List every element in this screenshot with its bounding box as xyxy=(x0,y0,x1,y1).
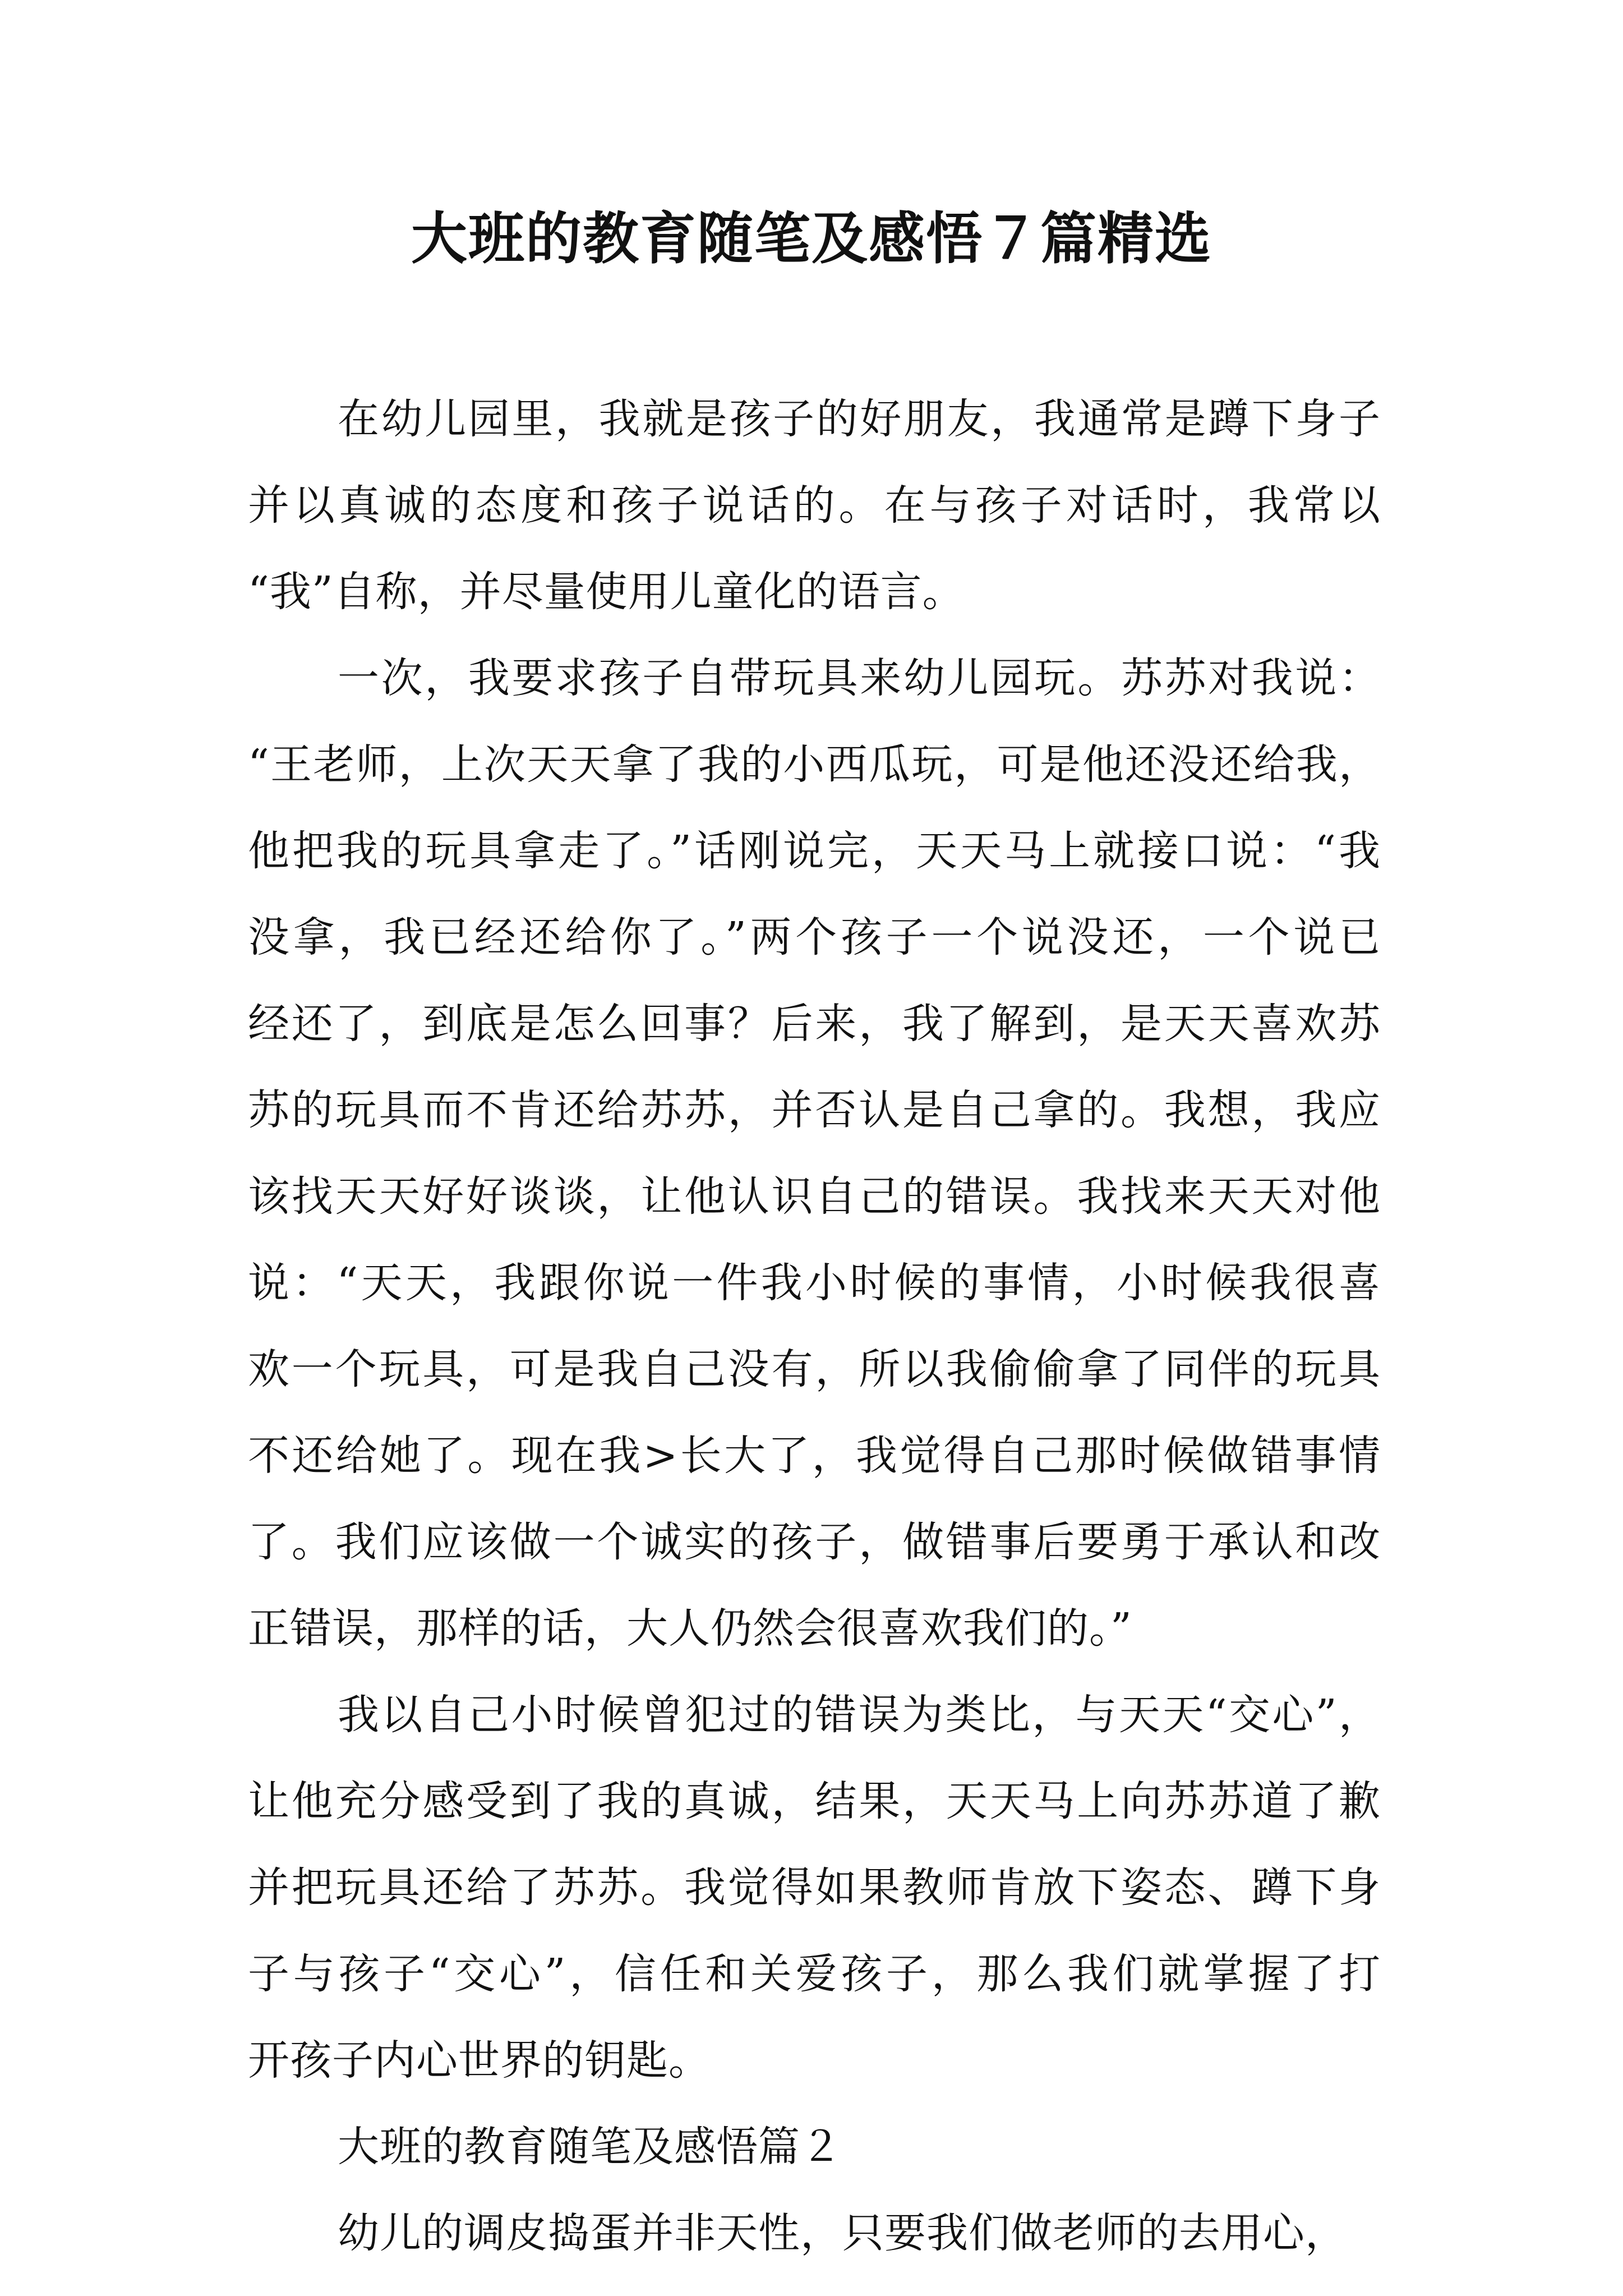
section-heading xyxy=(248,2104,1381,2190)
text-line: 说：“天天，我跟你说一件我小时候的事情，小时候我很喜 xyxy=(248,1259,1381,1307)
text-line: 了。我们应该做一个诚实的孩子，做错事后要勇于承认和改 xyxy=(248,1518,1381,1566)
text-line: 没拿，我已经还给你了。”两个孩子一个说没还，一个说已 xyxy=(248,913,1381,961)
paragraph xyxy=(248,1672,1381,2104)
document-title: 大班的教育随笔及感悟７篇精选 xyxy=(411,205,1212,272)
text-line: 幼儿的调皮捣蛋并非天性，只要我们做老师的去用心， xyxy=(338,2209,1347,2257)
text-line: 让他充分感受到了我的真诚，结果，天天马上向苏苏道了歉 xyxy=(248,1777,1381,1825)
text-line: 苏的玩具而不肯还给苏苏，并否认是自己拿的。我想，我应 xyxy=(248,1086,1381,1134)
text-line: 不还给她了。现在我>长大了，我觉得自己那时候做错事情 xyxy=(248,1432,1381,1480)
text-line: 他把我的玩具拿走了。”话刚说完，天天马上就接口说：“我 xyxy=(248,827,1381,875)
text-line: 子与孩子“交心”，信任和关爱孩子，那么我们就掌握了打 xyxy=(248,1950,1381,1998)
text-line: 并把玩具还给了苏苏。我觉得如果教师肯放下姿态、蹲下身 xyxy=(248,1864,1381,1912)
text-line: 该找天天好好谈谈，让他认识自己的错误。我找来天天对他 xyxy=(248,1172,1381,1221)
text-line: 开孩子内心世界的钥匙。 xyxy=(248,2036,711,2085)
paragraph xyxy=(248,635,1381,1672)
text-line: 欢一个玩具，可是我自己没有，所以我偷偷拿了同伴的玩具 xyxy=(248,1345,1381,1393)
paragraph xyxy=(248,2190,1381,2276)
text-line: 并以真诚的态度和孩子说话的。在与孩子对话时，我常以 xyxy=(248,481,1381,530)
text-line: 我以自己小时候曾犯过的错误为类比，与天天“交心”， xyxy=(338,1691,1381,1739)
text-line: “王老师，上次天天拿了我的小西瓜玩，可是他还没还给我， xyxy=(248,740,1381,789)
text-line: 经还了，到底是怎么回事？后来，我了解到，是天天喜欢苏 xyxy=(248,1000,1381,1048)
text-line: “我”自称，并尽量使用儿童化的语言。 xyxy=(248,568,965,616)
section-heading-text: 大班的教育随笔及感悟篇２ xyxy=(338,2123,842,2171)
text-line: 在幼儿园里，我就是孩子的好朋友，我通常是蹲下身子 xyxy=(338,395,1381,443)
document-body xyxy=(248,376,1381,2276)
text-line: 一次，我要求孩子自带玩具来幼儿园玩。苏苏对我说： xyxy=(338,654,1381,702)
paragraph xyxy=(248,376,1381,635)
text-line: 正错误，那样的话，大人仍然会很喜欢我们的。” xyxy=(248,1604,1132,1653)
